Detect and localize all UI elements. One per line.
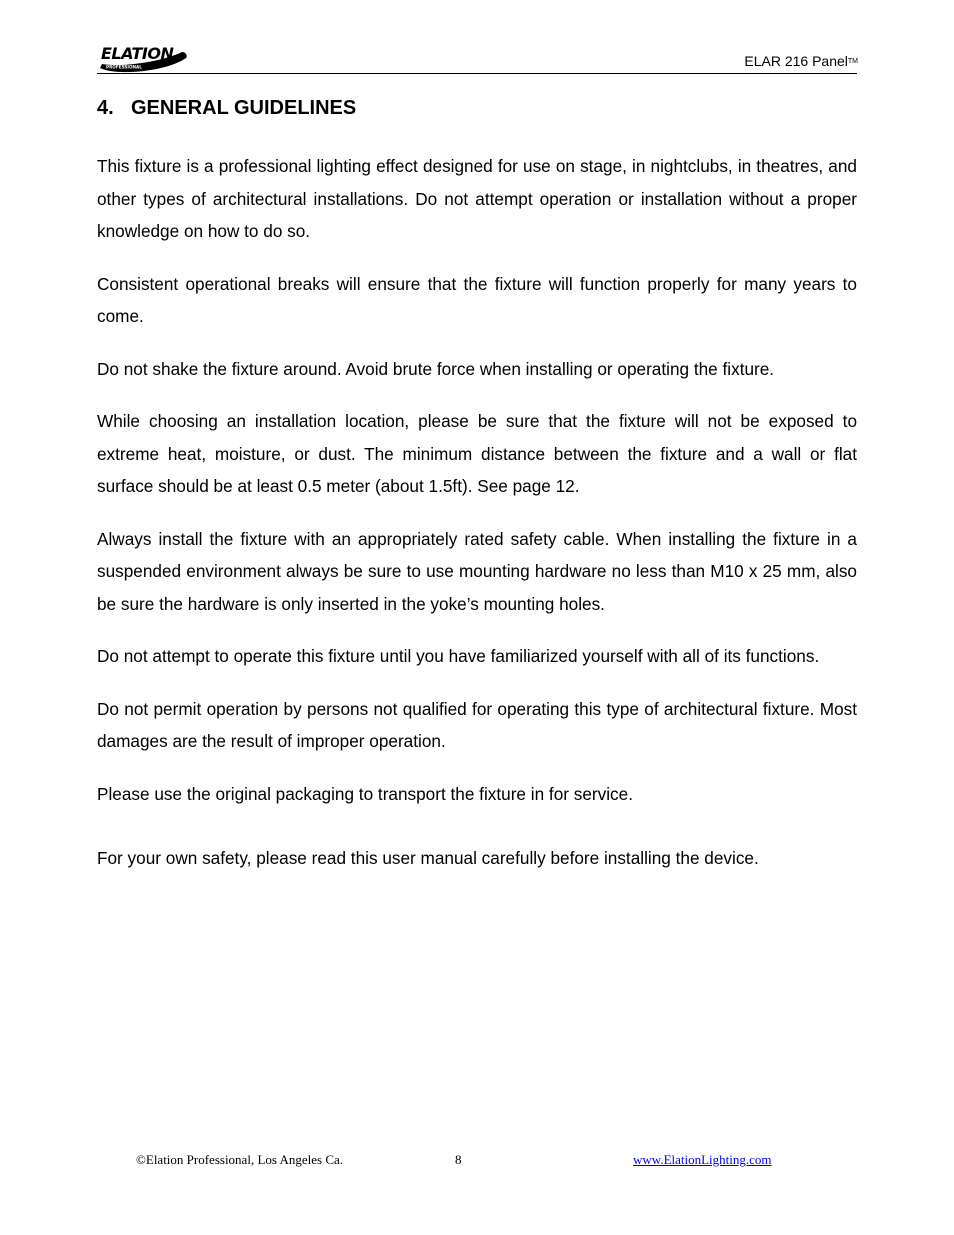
paragraph-operational-breaks: Consistent operational breaks will ensure that the fixture will function properly for many years to come. <box>97 273 857 326</box>
product-name-text: ELAR 216 Panel <box>744 53 848 69</box>
elation-logo <box>96 40 190 74</box>
footer-copyright: ©Elation Professional, Los Angeles Ca. <box>136 1152 344 1167</box>
section-heading <box>97 97 356 120</box>
section-number: 4. <box>97 97 114 119</box>
svg-text:ELATION: ELATION <box>101 44 174 63</box>
paragraph-read-manual: For your own safety, please read this user manual carefully before installing the device. <box>97 848 759 868</box>
paragraph-intended-use: This fixture is a professional lighting effect designed for use on stage, in nightclubs, in theatres, and other types of architectural installations. Do not attempt operation or installation without a proper knowledge on how to do so. <box>97 156 857 241</box>
header-divider <box>97 73 857 74</box>
paragraph-installation-location: While choosing an installation location, please be sure that the fixture will not be exposed to extreme heat, moisture, or dust. The minimum distance between the fixture and a wall or flat surface should be at least 0.5 meter (about 1.5ft). See page 12. <box>97 411 857 496</box>
paragraph-qualified-persons: Do not permit operation by persons not qualified for operating this type of architectural fixture. Most damages are the result of improper operation. <box>97 698 857 751</box>
paragraph-no-shaking: Do not shake the fixture around. Avoid brute force when installing or operating the fixture. <box>97 358 775 379</box>
svg-text:PROFESSIONAL: PROFESSIONAL <box>106 64 142 70</box>
trademark-symbol: TM <box>847 58 858 65</box>
footer-page-number: 8 <box>455 1152 462 1167</box>
paragraph-packaging: Please use the original packaging to transport the fixture in for service. <box>97 783 633 804</box>
section-title: GENERAL GUIDELINES <box>131 97 357 119</box>
body-text <box>97 150 857 895</box>
paragraph-familiarize: Do not attempt to operate this fixture until you have familiarized yourself with all of its functions. <box>97 646 820 666</box>
footer-website-link[interactable]: www.ElationLighting.com <box>633 1152 772 1167</box>
header-product-name <box>744 53 858 69</box>
paragraph-safety-cable: Always install the fixture with an appropriately rated safety cable. When installing the fixture in a suspended environment always be sure to use mounting hardware no less than M10 x 25 mm, also be sure the hardware is only inserted in the yoke’s mounting holes. <box>97 528 857 614</box>
